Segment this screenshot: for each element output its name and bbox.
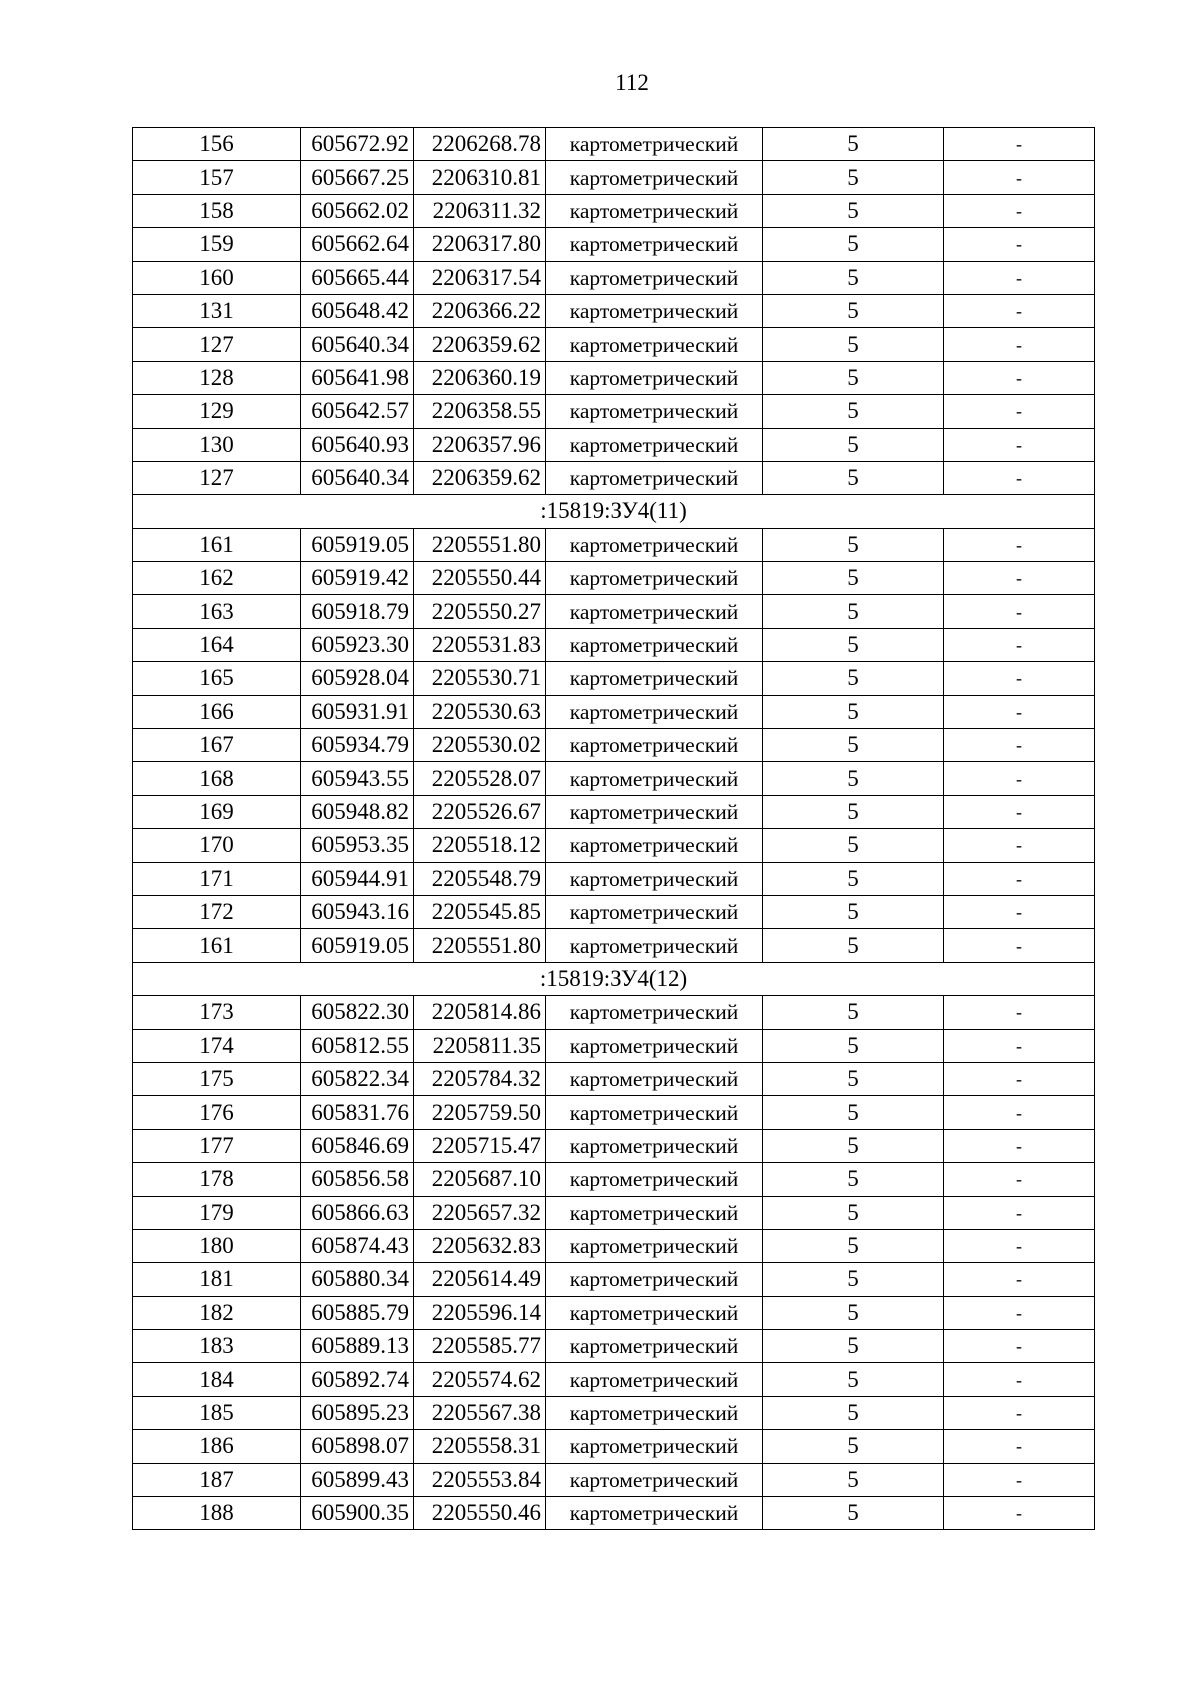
table-row	[133, 395, 1095, 428]
accuracy-cell: 5	[763, 461, 944, 494]
x-coordinate-cell: 605856.58	[301, 1163, 414, 1196]
method-cell: картометрический	[546, 795, 763, 828]
y-coordinate-cell: 2205814.86	[414, 996, 546, 1029]
point-number-cell: 160	[133, 261, 301, 294]
description-cell: -	[944, 194, 1095, 227]
method-cell: картометрический	[546, 895, 763, 928]
description-cell: -	[944, 1396, 1095, 1429]
point-number-cell: 167	[133, 729, 301, 762]
table-row	[133, 461, 1095, 494]
method-cell: картометрический	[546, 361, 763, 394]
y-coordinate-cell: 2206358.55	[414, 395, 546, 428]
description-cell: -	[944, 695, 1095, 728]
point-number-cell: 181	[133, 1263, 301, 1296]
y-coordinate-cell: 2206359.62	[414, 461, 546, 494]
description-cell: -	[944, 729, 1095, 762]
point-number-cell: 129	[133, 395, 301, 428]
table-row	[133, 261, 1095, 294]
y-coordinate-cell: 2205574.62	[414, 1363, 546, 1396]
accuracy-cell: 5	[763, 194, 944, 227]
y-coordinate-cell: 2205632.83	[414, 1229, 546, 1262]
description-cell: -	[944, 1330, 1095, 1363]
accuracy-cell: 5	[763, 395, 944, 428]
description-cell: -	[944, 361, 1095, 394]
method-cell: картометрический	[546, 1129, 763, 1162]
accuracy-cell: 5	[763, 895, 944, 928]
table-row	[133, 662, 1095, 695]
point-number-cell: 182	[133, 1296, 301, 1329]
method-cell: картометрический	[546, 662, 763, 695]
y-coordinate-cell: 2205585.77	[414, 1330, 546, 1363]
method-cell: картометрический	[546, 929, 763, 962]
description-cell: -	[944, 929, 1095, 962]
table-row	[133, 1062, 1095, 1095]
y-coordinate-cell: 2205567.38	[414, 1396, 546, 1429]
section-label: :15819:ЗУ4(11)	[133, 495, 1095, 528]
point-number-cell: 166	[133, 695, 301, 728]
description-cell: -	[944, 829, 1095, 862]
y-coordinate-cell: 2205528.07	[414, 762, 546, 795]
method-cell: картометрический	[546, 562, 763, 595]
y-coordinate-cell: 2206310.81	[414, 161, 546, 194]
table-row	[133, 194, 1095, 227]
table-row	[133, 695, 1095, 728]
method-cell: картометрический	[546, 1296, 763, 1329]
point-number-cell: 131	[133, 294, 301, 327]
method-cell: картометрический	[546, 1463, 763, 1496]
point-number-cell: 163	[133, 595, 301, 628]
description-cell: -	[944, 161, 1095, 194]
x-coordinate-cell: 605885.79	[301, 1296, 414, 1329]
table-row	[133, 1296, 1095, 1329]
table-row	[133, 228, 1095, 261]
description-cell: -	[944, 895, 1095, 928]
y-coordinate-cell: 2206360.19	[414, 361, 546, 394]
accuracy-cell: 5	[763, 1163, 944, 1196]
description-cell: -	[944, 1296, 1095, 1329]
table-row	[133, 1163, 1095, 1196]
description-cell: -	[944, 595, 1095, 628]
point-number-cell: 159	[133, 228, 301, 261]
accuracy-cell: 5	[763, 795, 944, 828]
description-cell: -	[944, 762, 1095, 795]
table-row	[133, 1029, 1095, 1062]
point-number-cell: 176	[133, 1096, 301, 1129]
section-label: :15819:ЗУ4(12)	[133, 962, 1095, 995]
description-cell: -	[944, 1062, 1095, 1095]
description-cell: -	[944, 528, 1095, 561]
description-cell: -	[944, 228, 1095, 261]
x-coordinate-cell: 605665.44	[301, 261, 414, 294]
table-row	[133, 528, 1095, 561]
point-number-cell: 180	[133, 1229, 301, 1262]
y-coordinate-cell: 2205784.32	[414, 1062, 546, 1095]
table-row	[133, 1263, 1095, 1296]
method-cell: картометрический	[546, 1363, 763, 1396]
table-row	[133, 829, 1095, 862]
method-cell: картометрический	[546, 1096, 763, 1129]
method-cell: картометрический	[546, 194, 763, 227]
y-coordinate-cell: 2205550.44	[414, 562, 546, 595]
table-row	[133, 628, 1095, 661]
accuracy-cell: 5	[763, 1330, 944, 1363]
method-cell: картометрический	[546, 428, 763, 461]
accuracy-cell: 5	[763, 1029, 944, 1062]
x-coordinate-cell: 605944.91	[301, 862, 414, 895]
point-number-cell: 168	[133, 762, 301, 795]
method-cell: картометрический	[546, 762, 763, 795]
x-coordinate-cell: 605831.76	[301, 1096, 414, 1129]
table-row	[133, 1129, 1095, 1162]
point-number-cell: 127	[133, 461, 301, 494]
table-row	[133, 1363, 1095, 1396]
method-cell: картометрический	[546, 628, 763, 661]
description-cell: -	[944, 294, 1095, 327]
accuracy-cell: 5	[763, 128, 944, 161]
x-coordinate-cell: 605919.42	[301, 562, 414, 595]
x-coordinate-cell: 605642.57	[301, 395, 414, 428]
accuracy-cell: 5	[763, 695, 944, 728]
method-cell: картометрический	[546, 228, 763, 261]
table-body	[133, 128, 1095, 1530]
y-coordinate-cell: 2205530.02	[414, 729, 546, 762]
accuracy-cell: 5	[763, 528, 944, 561]
table-row	[133, 428, 1095, 461]
method-cell: картометрический	[546, 528, 763, 561]
y-coordinate-cell: 2205657.32	[414, 1196, 546, 1229]
description-cell: -	[944, 562, 1095, 595]
y-coordinate-cell: 2206268.78	[414, 128, 546, 161]
section-row	[133, 495, 1095, 528]
accuracy-cell: 5	[763, 628, 944, 661]
accuracy-cell: 5	[763, 929, 944, 962]
y-coordinate-cell: 2206317.80	[414, 228, 546, 261]
accuracy-cell: 5	[763, 1129, 944, 1162]
description-cell: -	[944, 862, 1095, 895]
x-coordinate-cell: 605943.55	[301, 762, 414, 795]
x-coordinate-cell: 605889.13	[301, 1330, 414, 1363]
x-coordinate-cell: 605923.30	[301, 628, 414, 661]
accuracy-cell: 5	[763, 328, 944, 361]
description-cell: -	[944, 1263, 1095, 1296]
table-row	[133, 595, 1095, 628]
x-coordinate-cell: 605874.43	[301, 1229, 414, 1262]
method-cell: картометрический	[546, 1330, 763, 1363]
description-cell: -	[944, 328, 1095, 361]
table-row	[133, 1463, 1095, 1496]
table-row	[133, 862, 1095, 895]
method-cell: картометрический	[546, 829, 763, 862]
description-cell: -	[944, 395, 1095, 428]
y-coordinate-cell: 2205545.85	[414, 895, 546, 928]
description-cell: -	[944, 428, 1095, 461]
point-number-cell: 175	[133, 1062, 301, 1095]
method-cell: картометрический	[546, 261, 763, 294]
x-coordinate-cell: 605880.34	[301, 1263, 414, 1296]
y-coordinate-cell: 2205550.27	[414, 595, 546, 628]
method-cell: картометрический	[546, 996, 763, 1029]
table-row	[133, 161, 1095, 194]
x-coordinate-cell: 605934.79	[301, 729, 414, 762]
accuracy-cell: 5	[763, 1062, 944, 1095]
y-coordinate-cell: 2205553.84	[414, 1463, 546, 1496]
x-coordinate-cell: 605900.35	[301, 1497, 414, 1530]
method-cell: картометрический	[546, 1497, 763, 1530]
method-cell: картометрический	[546, 1062, 763, 1095]
table-row	[133, 1497, 1095, 1530]
accuracy-cell: 5	[763, 595, 944, 628]
accuracy-cell: 5	[763, 1463, 944, 1496]
method-cell: картометрический	[546, 862, 763, 895]
x-coordinate-cell: 605640.34	[301, 461, 414, 494]
y-coordinate-cell: 2205596.14	[414, 1296, 546, 1329]
table-row	[133, 128, 1095, 161]
point-number-cell: 173	[133, 996, 301, 1029]
point-number-cell: 161	[133, 528, 301, 561]
y-coordinate-cell: 2206357.96	[414, 428, 546, 461]
x-coordinate-cell: 605953.35	[301, 829, 414, 862]
x-coordinate-cell: 605895.23	[301, 1396, 414, 1429]
description-cell: -	[944, 1229, 1095, 1262]
y-coordinate-cell: 2205811.35	[414, 1029, 546, 1062]
point-number-cell: 177	[133, 1129, 301, 1162]
method-cell: картометрический	[546, 595, 763, 628]
point-number-cell: 184	[133, 1363, 301, 1396]
description-cell: -	[944, 996, 1095, 1029]
point-number-cell: 165	[133, 662, 301, 695]
table-row	[133, 294, 1095, 327]
accuracy-cell: 5	[763, 829, 944, 862]
point-number-cell: 174	[133, 1029, 301, 1062]
section-row	[133, 962, 1095, 995]
accuracy-cell: 5	[763, 1363, 944, 1396]
point-number-cell: 164	[133, 628, 301, 661]
description-cell: -	[944, 662, 1095, 695]
y-coordinate-cell: 2205548.79	[414, 862, 546, 895]
y-coordinate-cell: 2205530.63	[414, 695, 546, 728]
accuracy-cell: 5	[763, 294, 944, 327]
point-number-cell: 183	[133, 1330, 301, 1363]
accuracy-cell: 5	[763, 1396, 944, 1429]
point-number-cell: 169	[133, 795, 301, 828]
accuracy-cell: 5	[763, 1229, 944, 1262]
method-cell: картометрический	[546, 695, 763, 728]
point-number-cell: 179	[133, 1196, 301, 1229]
accuracy-cell: 5	[763, 1263, 944, 1296]
method-cell: картометрический	[546, 1263, 763, 1296]
description-cell: -	[944, 628, 1095, 661]
point-number-cell: 172	[133, 895, 301, 928]
x-coordinate-cell: 605919.05	[301, 528, 414, 561]
point-number-cell: 130	[133, 428, 301, 461]
accuracy-cell: 5	[763, 428, 944, 461]
description-cell: -	[944, 128, 1095, 161]
accuracy-cell: 5	[763, 762, 944, 795]
y-coordinate-cell: 2205551.80	[414, 528, 546, 561]
point-number-cell: 157	[133, 161, 301, 194]
y-coordinate-cell: 2205518.12	[414, 829, 546, 862]
description-cell: -	[944, 1163, 1095, 1196]
point-number-cell: 188	[133, 1497, 301, 1530]
y-coordinate-cell: 2205550.46	[414, 1497, 546, 1530]
table-row	[133, 1430, 1095, 1463]
x-coordinate-cell: 605898.07	[301, 1430, 414, 1463]
x-coordinate-cell: 605899.43	[301, 1463, 414, 1496]
point-number-cell: 170	[133, 829, 301, 862]
method-cell: картометрический	[546, 1163, 763, 1196]
x-coordinate-cell: 605641.98	[301, 361, 414, 394]
point-number-cell: 158	[133, 194, 301, 227]
point-number-cell: 185	[133, 1396, 301, 1429]
x-coordinate-cell: 605662.02	[301, 194, 414, 227]
x-coordinate-cell: 605846.69	[301, 1129, 414, 1162]
method-cell: картометрический	[546, 1029, 763, 1062]
method-cell: картометрический	[546, 128, 763, 161]
y-coordinate-cell: 2205687.10	[414, 1163, 546, 1196]
method-cell: картометрический	[546, 1229, 763, 1262]
method-cell: картометрический	[546, 161, 763, 194]
y-coordinate-cell: 2205759.50	[414, 1096, 546, 1129]
y-coordinate-cell: 2205715.47	[414, 1129, 546, 1162]
method-cell: картометрический	[546, 294, 763, 327]
point-number-cell: 186	[133, 1430, 301, 1463]
table-row	[133, 762, 1095, 795]
accuracy-cell: 5	[763, 261, 944, 294]
description-cell: -	[944, 1096, 1095, 1129]
table-row	[133, 729, 1095, 762]
description-cell: -	[944, 461, 1095, 494]
accuracy-cell: 5	[763, 1096, 944, 1129]
y-coordinate-cell: 2205531.83	[414, 628, 546, 661]
y-coordinate-cell: 2205530.71	[414, 662, 546, 695]
description-cell: -	[944, 795, 1095, 828]
description-cell: -	[944, 261, 1095, 294]
description-cell: -	[944, 1497, 1095, 1530]
method-cell: картометрический	[546, 461, 763, 494]
method-cell: картометрический	[546, 328, 763, 361]
accuracy-cell: 5	[763, 161, 944, 194]
y-coordinate-cell: 2206311.32	[414, 194, 546, 227]
x-coordinate-cell: 605667.25	[301, 161, 414, 194]
table-row	[133, 996, 1095, 1029]
point-number-cell: 156	[133, 128, 301, 161]
x-coordinate-cell: 605822.30	[301, 996, 414, 1029]
x-coordinate-cell: 605948.82	[301, 795, 414, 828]
table-row	[133, 361, 1095, 394]
accuracy-cell: 5	[763, 1430, 944, 1463]
y-coordinate-cell: 2206366.22	[414, 294, 546, 327]
x-coordinate-cell: 605672.92	[301, 128, 414, 161]
y-coordinate-cell: 2206359.62	[414, 328, 546, 361]
point-number-cell: 161	[133, 929, 301, 962]
table-row	[133, 562, 1095, 595]
page-number: 112	[615, 70, 649, 95]
x-coordinate-cell: 605812.55	[301, 1029, 414, 1062]
accuracy-cell: 5	[763, 361, 944, 394]
accuracy-cell: 5	[763, 228, 944, 261]
x-coordinate-cell: 605822.34	[301, 1062, 414, 1095]
table-row	[133, 328, 1095, 361]
accuracy-cell: 5	[763, 729, 944, 762]
point-number-cell: 162	[133, 562, 301, 595]
accuracy-cell: 5	[763, 1296, 944, 1329]
accuracy-cell: 5	[763, 562, 944, 595]
accuracy-cell: 5	[763, 1196, 944, 1229]
coordinates-table	[132, 127, 1095, 1530]
x-coordinate-cell: 605928.04	[301, 662, 414, 695]
accuracy-cell: 5	[763, 862, 944, 895]
table-row	[133, 1229, 1095, 1262]
x-coordinate-cell: 605931.91	[301, 695, 414, 728]
x-coordinate-cell: 605892.74	[301, 1363, 414, 1396]
method-cell: картометрический	[546, 395, 763, 428]
table-row	[133, 1396, 1095, 1429]
table-row	[133, 1096, 1095, 1129]
x-coordinate-cell: 605662.64	[301, 228, 414, 261]
point-number-cell: 187	[133, 1463, 301, 1496]
y-coordinate-cell: 2205558.31	[414, 1430, 546, 1463]
method-cell: картометрический	[546, 1396, 763, 1429]
point-number-cell: 178	[133, 1163, 301, 1196]
x-coordinate-cell: 605648.42	[301, 294, 414, 327]
table-row	[133, 895, 1095, 928]
description-cell: -	[944, 1463, 1095, 1496]
x-coordinate-cell: 605640.34	[301, 328, 414, 361]
method-cell: картометрический	[546, 1196, 763, 1229]
method-cell: картометрический	[546, 729, 763, 762]
y-coordinate-cell: 2206317.54	[414, 261, 546, 294]
x-coordinate-cell: 605640.93	[301, 428, 414, 461]
point-number-cell: 127	[133, 328, 301, 361]
table-row	[133, 1330, 1095, 1363]
x-coordinate-cell: 605919.05	[301, 929, 414, 962]
y-coordinate-cell: 2205526.67	[414, 795, 546, 828]
table-row	[133, 929, 1095, 962]
y-coordinate-cell: 2205551.80	[414, 929, 546, 962]
y-coordinate-cell: 2205614.49	[414, 1263, 546, 1296]
description-cell: -	[944, 1430, 1095, 1463]
x-coordinate-cell: 605866.63	[301, 1196, 414, 1229]
table-row	[133, 1196, 1095, 1229]
description-cell: -	[944, 1196, 1095, 1229]
accuracy-cell: 5	[763, 1497, 944, 1530]
point-number-cell: 128	[133, 361, 301, 394]
x-coordinate-cell: 605918.79	[301, 595, 414, 628]
method-cell: картометрический	[546, 1430, 763, 1463]
accuracy-cell: 5	[763, 996, 944, 1029]
x-coordinate-cell: 605943.16	[301, 895, 414, 928]
description-cell: -	[944, 1029, 1095, 1062]
table-row	[133, 795, 1095, 828]
point-number-cell: 171	[133, 862, 301, 895]
description-cell: -	[944, 1363, 1095, 1396]
description-cell: -	[944, 1129, 1095, 1162]
accuracy-cell: 5	[763, 662, 944, 695]
